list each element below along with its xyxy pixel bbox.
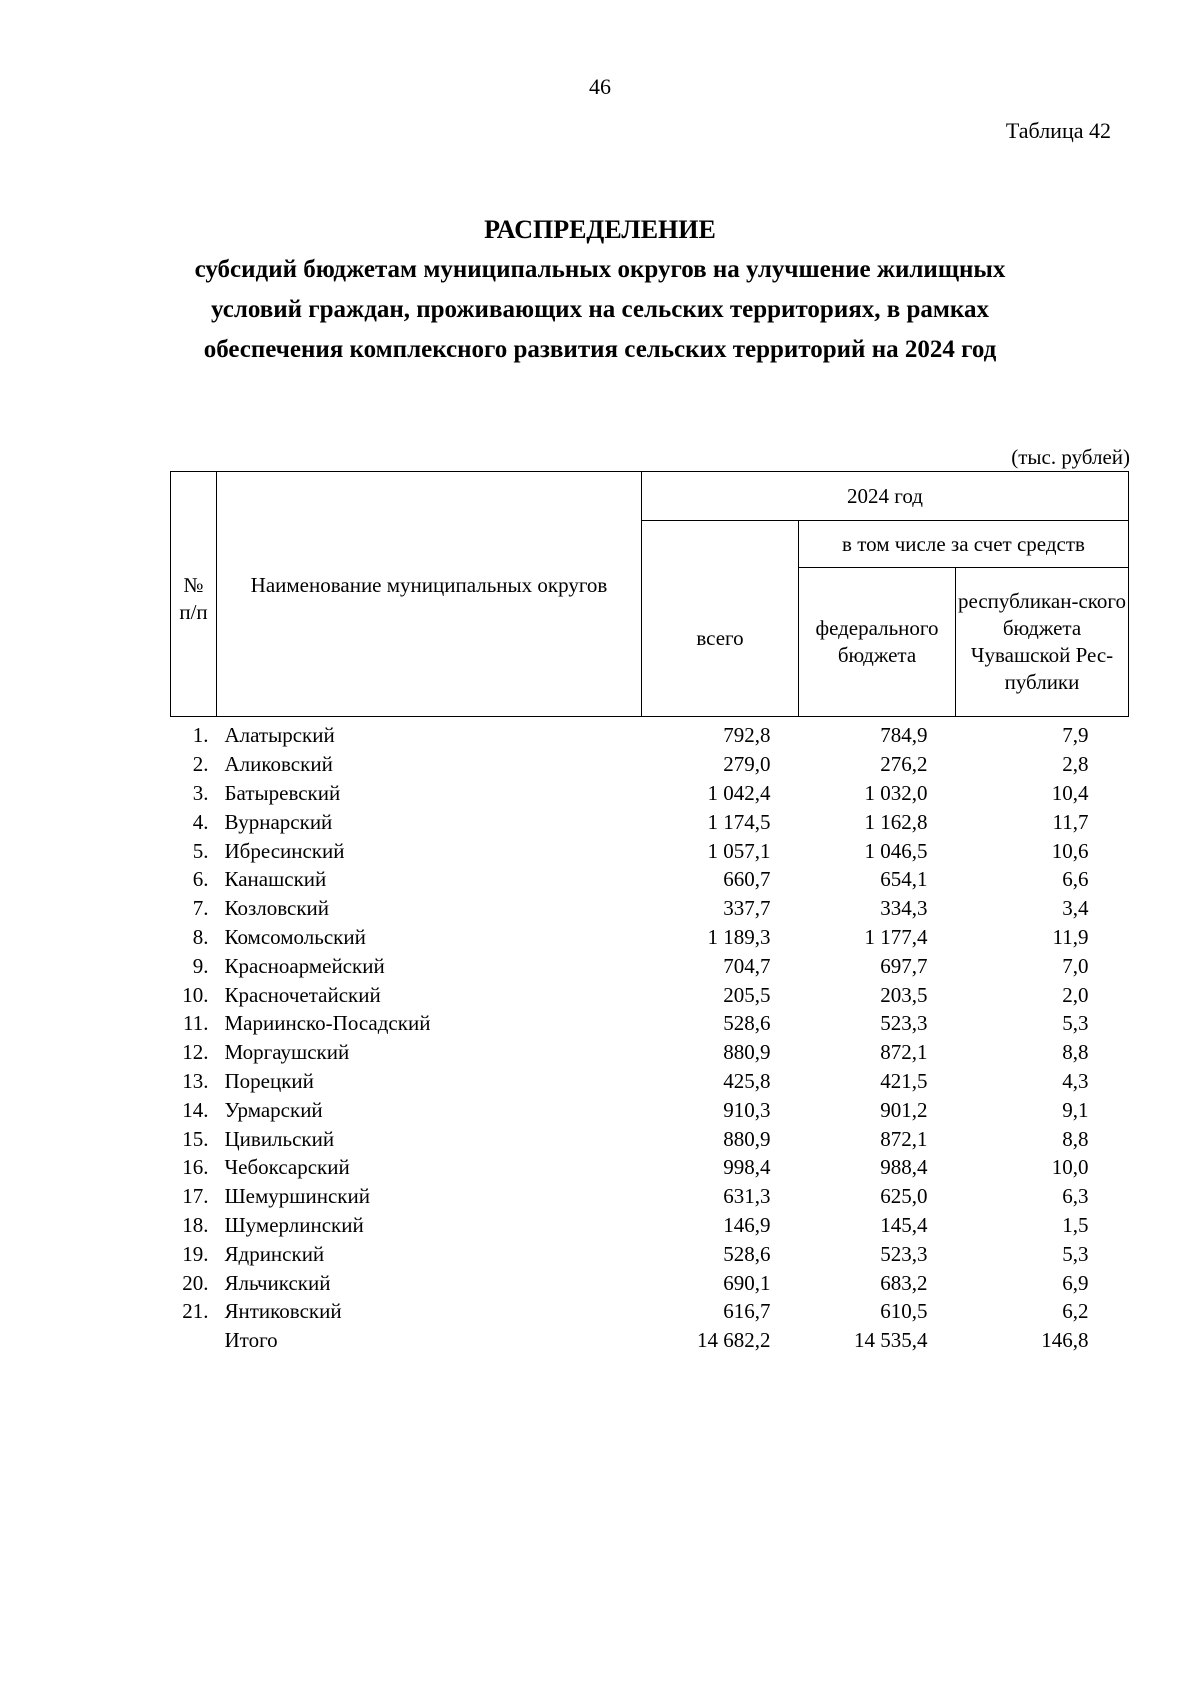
total-value: 14 682,2 (697, 1328, 771, 1353)
row-number: 21. (182, 1299, 209, 1324)
federal-value: 334,3 (880, 896, 928, 921)
table-body (171, 717, 1129, 1355)
row-number: 15. (182, 1126, 209, 1151)
total-value: 425,8 (723, 1068, 771, 1093)
row-number: 8. (192, 924, 209, 949)
republic-value: 6,6 (1062, 867, 1089, 892)
total-value: 880,9 (723, 1040, 771, 1065)
republic-value: 6,2 (1062, 1299, 1089, 1324)
district-name: Алатырский (224, 723, 335, 748)
republic-value: 8,8 (1062, 1126, 1089, 1151)
total-row (171, 1326, 1129, 1355)
row-number: 7. (192, 896, 209, 921)
republic-value: 11,7 (1052, 809, 1089, 834)
header-name: Наименование муниципальных округов (217, 472, 642, 717)
republic-value: 146,8 (1041, 1328, 1089, 1353)
federal-value: 901,2 (880, 1097, 928, 1122)
document-subtitle: субсидий бюджетам муниципальных округов на улучшение жилищных условий граждан, проживающих на сельских территориях, в рамках обеспечения комплексного развития сельских территорий на 2024 год (194, 256, 1006, 363)
district-name: Красноармейский (224, 953, 385, 978)
republic-value: 6,3 (1062, 1184, 1089, 1209)
total-value: 690,1 (723, 1270, 771, 1295)
table-row (171, 779, 1129, 808)
total-value: 660,7 (723, 867, 771, 892)
district-name: Красночетайский (224, 982, 381, 1007)
document-title: РАСПРЕДЕЛЕНИЕ (484, 215, 716, 244)
district-name: Чебоксарский (224, 1155, 350, 1180)
republic-value: 7,9 (1062, 723, 1089, 748)
table-row (171, 1268, 1129, 1297)
total-value: 616,7 (723, 1299, 771, 1324)
row-number: 6. (192, 867, 209, 892)
total-value: 205,5 (723, 982, 771, 1007)
federal-value: 1 162,8 (864, 809, 928, 834)
row-number: 17. (182, 1184, 209, 1209)
row-number: 20. (182, 1270, 209, 1295)
district-name: Урмарский (224, 1097, 323, 1122)
federal-value: 654,1 (880, 867, 928, 892)
district-name: Шумерлинский (224, 1212, 364, 1237)
table-row (171, 894, 1129, 923)
federal-value: 523,3 (880, 1241, 928, 1266)
page-number: 46 (589, 74, 611, 99)
federal-value: 625,0 (880, 1184, 928, 1209)
total-value: 704,7 (723, 953, 771, 978)
row-number: 10. (182, 982, 209, 1007)
federal-value: 1 032,0 (864, 780, 928, 805)
federal-value: 1 046,5 (864, 838, 928, 863)
table-row (171, 951, 1129, 980)
district-name: Шемуршинский (224, 1184, 370, 1209)
table-header (171, 472, 1129, 717)
row-number: 5. (192, 838, 209, 863)
republic-value: 1,5 (1062, 1212, 1089, 1237)
federal-value: 610,5 (880, 1299, 928, 1324)
federal-value: 203,5 (880, 982, 928, 1007)
table-label: Таблица 42 (1005, 118, 1111, 143)
republic-value: 10,6 (1051, 838, 1089, 863)
federal-value: 14 535,4 (854, 1328, 928, 1353)
row-number (171, 1326, 217, 1355)
row-number: 2. (192, 752, 209, 777)
header-number: № п/п (171, 472, 217, 717)
district-name: Итого (224, 1328, 278, 1353)
republic-value: 2,0 (1062, 982, 1089, 1007)
total-value: 792,8 (723, 723, 771, 748)
federal-value: 988,4 (880, 1155, 928, 1180)
table-row (171, 1124, 1129, 1153)
federal-value: 872,1 (880, 1040, 928, 1065)
federal-value: 421,5 (880, 1068, 928, 1093)
federal-value: 1 177,4 (864, 924, 928, 949)
total-value: 631,3 (723, 1184, 771, 1209)
republic-value: 11,9 (1052, 924, 1089, 949)
federal-value: 145,4 (880, 1212, 928, 1237)
total-value: 880,9 (723, 1126, 771, 1151)
table-row (171, 980, 1129, 1009)
row-number: 19. (182, 1241, 209, 1266)
total-value: 279,0 (723, 752, 771, 777)
district-name: Ибресинский (224, 838, 345, 863)
table-row (171, 923, 1129, 952)
header-federal: федерального бюджета (799, 568, 956, 717)
district-name: Ядринский (224, 1241, 325, 1266)
district-name: Комсомольский (224, 924, 366, 949)
table-row (171, 1239, 1129, 1268)
total-value: 998,4 (723, 1155, 771, 1180)
republic-value: 7,0 (1062, 953, 1089, 978)
federal-value: 784,9 (880, 723, 928, 748)
federal-value: 683,2 (880, 1270, 928, 1295)
header-including: в том числе за счет средств (799, 521, 1129, 568)
row-number: 14. (182, 1097, 209, 1122)
row-number: 16. (182, 1155, 209, 1180)
republic-value: 2,8 (1062, 752, 1089, 777)
row-number: 4. (192, 809, 209, 834)
unit-note: (тыс. рублей) (1011, 445, 1130, 469)
total-value: 337,7 (723, 896, 771, 921)
district-name: Козловский (224, 896, 330, 921)
total-value: 1 174,5 (707, 809, 771, 834)
header-republic: республикан-ского бюджета Чувашской Рес-публики (956, 568, 1129, 717)
republic-value: 10,0 (1051, 1155, 1089, 1180)
table-row (171, 717, 1129, 750)
row-number: 1. (192, 723, 209, 748)
district-name: Аликовский (224, 752, 333, 777)
table-row (171, 750, 1129, 779)
table-row (171, 1009, 1129, 1038)
district-name: Цивильский (224, 1126, 335, 1151)
republic-value: 4,3 (1062, 1068, 1089, 1093)
total-value: 528,6 (723, 1241, 771, 1266)
table-row (171, 1211, 1129, 1240)
table-row (171, 807, 1129, 836)
row-number: 9. (192, 953, 209, 978)
republic-value: 10,4 (1051, 780, 1089, 805)
district-name: Яльчикский (224, 1270, 331, 1295)
total-value: 1 057,1 (707, 838, 771, 863)
table-row (171, 865, 1129, 894)
republic-value: 8,8 (1062, 1040, 1089, 1065)
total-value: 910,3 (723, 1097, 771, 1122)
table-row (171, 1067, 1129, 1096)
header-year: 2024 год (642, 472, 1129, 521)
republic-value: 5,3 (1062, 1011, 1089, 1036)
federal-value: 523,3 (880, 1011, 928, 1036)
district-name: Канашский (224, 867, 327, 892)
table-row (171, 1095, 1129, 1124)
table-row (171, 1038, 1129, 1067)
total-value: 1 042,4 (707, 780, 771, 805)
federal-value: 872,1 (880, 1126, 928, 1151)
table-row (171, 1153, 1129, 1182)
republic-value: 3,4 (1062, 896, 1089, 921)
district-name: Мариинско-Посадский (224, 1011, 431, 1036)
table-row (171, 1297, 1129, 1326)
row-number: 18. (182, 1212, 209, 1237)
total-value: 146,9 (723, 1212, 771, 1237)
row-number: 12. (182, 1040, 209, 1065)
district-name: Порецкий (224, 1068, 314, 1093)
distribution-table (170, 471, 1129, 1355)
district-name: Вурнарский (224, 809, 333, 834)
row-number: 13. (182, 1068, 209, 1093)
table-row (171, 836, 1129, 865)
header-total: всего (642, 521, 799, 717)
total-value: 528,6 (723, 1011, 771, 1036)
table-row (171, 1182, 1129, 1211)
republic-value: 5,3 (1062, 1241, 1089, 1266)
district-name: Моргаушский (224, 1040, 350, 1065)
republic-value: 6,9 (1062, 1270, 1089, 1295)
district-name: Батыревский (224, 780, 341, 805)
republic-value: 9,1 (1062, 1097, 1089, 1122)
federal-value: 276,2 (880, 752, 928, 777)
federal-value: 697,7 (880, 953, 928, 978)
total-value: 1 189,3 (707, 924, 771, 949)
row-number: 11. (183, 1011, 209, 1036)
row-number: 3. (192, 780, 209, 805)
district-name: Янтиковский (224, 1299, 342, 1324)
